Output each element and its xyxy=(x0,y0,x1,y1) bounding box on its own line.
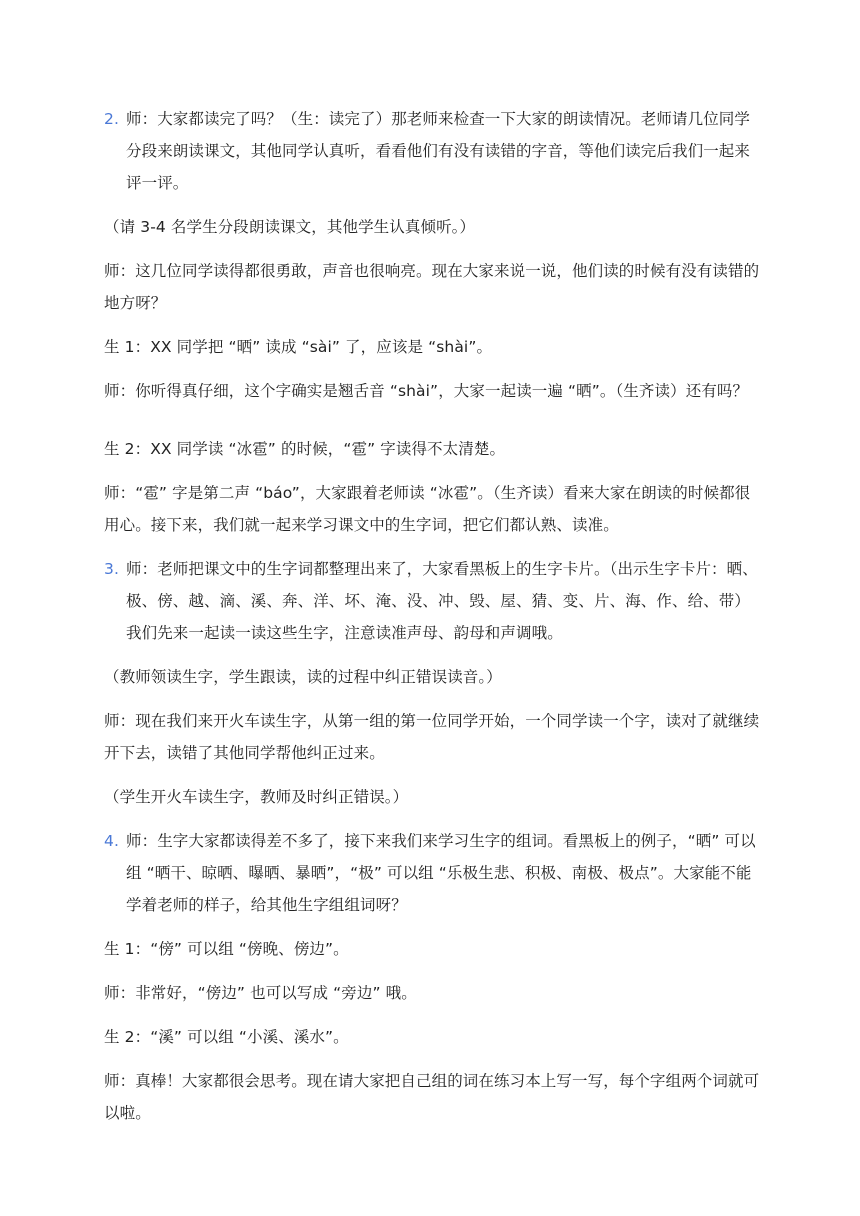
paragraph-teacher xyxy=(104,1065,760,1129)
paragraph-text: 师：老师把课文中的生字词都整理出来了，大家看黑板上的生字卡片。（出示生字卡片：晒、极、傍、越、滴、溪、奔、洋、坏、淹、没、冲、毁、屋、猜、变、片、海、作、给、带）我们先来一起读一读这些生字，注意读准声母、韵母和声调哦。 xyxy=(126,560,758,642)
paragraph-text: 生 2：XX 同学读 “冰雹” 的时候，“雹” 字读得不太清楚。 xyxy=(104,440,506,458)
paragraph-text: 生 1：XX 同学把 “晒” 读成 “sài” 了，应该是 “shài”。 xyxy=(104,338,493,356)
paragraph-text: 师：大家都读完了吗？（生：读完了）那老师来检查一下大家的朗读情况。老师请几位同学分段来朗读课文，其他同学认真听，看看他们有没有读错的字音，等他们读完后我们一起来评一评。 xyxy=(126,110,751,192)
paragraph-text: （学生开火车读生字，教师及时纠正错误。） xyxy=(104,788,409,806)
paragraph-text: 师：“雹” 字是第二声 “báo”，大家跟着老师读 “冰雹”。（生齐读）看来大家在朗读的时候都很用心。接下来，我们就一起来学习课文中的生字词，把它们都认熟、读准。 xyxy=(104,484,751,534)
paragraph-text: （请 3-4 名学生分段朗读课文，其他学生认真倾听。） xyxy=(104,218,476,236)
paragraph-text: 生 1：“傍” 可以组 “傍晚、傍边”。 xyxy=(104,940,349,958)
paragraph-teacher xyxy=(104,255,760,319)
paragraph-stage-direction xyxy=(104,211,760,243)
paragraph-teacher xyxy=(104,977,760,1009)
paragraph-student xyxy=(104,433,760,465)
paragraph-student xyxy=(104,331,760,363)
paragraph-text: 师：真棒！大家都很会思考。现在请大家把自己组的词在练习本上写一写，每个字组两个词就可以啦。 xyxy=(104,1072,760,1122)
paragraph-text: （教师领读生字，学生跟读，读的过程中纠正错误读音。） xyxy=(104,668,502,686)
paragraph-text: 师：生字大家都读得差不多了，接下来我们来学习生字的组词。看黑板上的例子，“晒” 可以组 “晒干、晾晒、曝晒、暴晒”，“极” 可以组 “乐极生悲、积极、南极、极点”。大家能不能学着老师的样子，给其他生字组组词呀？ xyxy=(126,832,756,914)
paragraph-teacher xyxy=(104,375,760,407)
paragraph-stage-direction xyxy=(104,781,760,813)
paragraph-stage-direction xyxy=(104,661,760,693)
paragraph-text: 师：现在我们来开火车读生字，从第一组的第一位同学开始，一个同学读一个字，读对了就继续开下去，读错了其他同学帮他纠正过来。 xyxy=(104,712,760,762)
paragraph-student xyxy=(104,933,760,965)
paragraph-4 xyxy=(104,825,760,921)
list-number: 3. xyxy=(104,560,119,578)
paragraph-3 xyxy=(104,553,760,649)
paragraph-2 xyxy=(104,103,760,199)
paragraph-text: 师：这几位同学读得都很勇敢，声音也很响亮。现在大家来说一说，他们读的时候有没有读错的地方呀？ xyxy=(104,262,760,312)
paragraph-text: 师：非常好，“傍边” 也可以写成 “旁边” 哦。 xyxy=(104,984,417,1002)
paragraph-text: 生 2：“溪” 可以组 “小溪、溪水”。 xyxy=(104,1028,349,1046)
paragraph-teacher xyxy=(104,477,760,541)
paragraph-text: 师：你听得真仔细，这个字确实是翘舌音 “shài”，大家一起读一遍 “晒”。（生齐读）还有吗？ xyxy=(104,382,749,400)
paragraph-teacher xyxy=(104,705,760,769)
list-number: 4. xyxy=(104,832,119,850)
paragraph-student xyxy=(104,1021,760,1053)
list-number: 2. xyxy=(104,110,119,128)
